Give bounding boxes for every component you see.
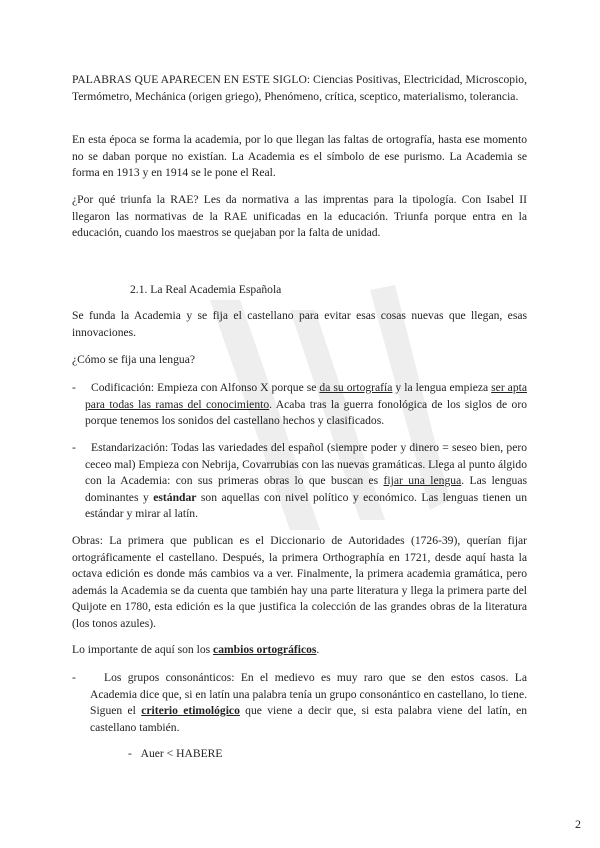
codificacion-text: Codificación: Empieza con Alfonso X porque se da su ortografía y la lengua empieza ser apta para todas las ramas del conocimiento. Acaba tras la guerra fonológica de los siglos de oro porque tenemos los sonidos del castellano hechos y clasificados. [85,381,527,428]
paragraph-academia [72,132,527,182]
bullet-estandarizacion-mark: - [72,441,76,454]
sub-bullet-mark: - [128,747,132,760]
sub-bullet-auer [128,746,428,763]
bullet-estandarizacion [85,440,527,523]
bullet-grupos [90,670,527,736]
section-heading [130,282,430,299]
sub-bullet-text: Auer < HABERE [140,747,223,760]
words-text: PALABRAS QUE APARECEN EN ESTE SIGLO: Ciencias Positivas, Electricidad, Microscopio, Termómetro, Mechánica (origen griego), Phenómeno, crítica, sceptico, materialismo, tolerancia. [72,73,527,103]
funda-text: Se funda la Academia y se fija el castellano para evitar esas cosas nuevas que llegan, esas innovaciones. [72,309,527,339]
paragraph-obras [72,533,527,633]
question-text: ¿Cómo se fija una lengua? [72,353,195,366]
bullet-codificacion [85,380,527,430]
obras-text: Obras: La primera que publican es el Diccionario de Autoridades (1726-39), querían fijar ortográficamente el castellano. Después, la primera Orthographía en 1721, desde aquí hasta la octava edición es donde más cambios va a ver. Finalmente, la primera academia gramática, pero además la Academia se da cuenta que también hay una parte literatura y llega la primera parte del Quijote en 1780, esta edición es la que justifica la colección de las grandes obras de la literatura (los tonos azules). [72,534,527,630]
paragraph-funda [72,308,527,341]
grupos-text: Los grupos consonánticos: En el medievo es muy raro que se den estos casos. La Academia dice que, si en latín una palabra tenía un grupo consonántico en castellano, lo tiene. Siguen el criterio etimológico que viene a decir que, si esta palabra viene del latín, en castellano también. [90,671,528,734]
importante-text: Lo importante de aquí son los cambios ortográficos. [72,643,320,656]
question-line [72,352,527,369]
bullet-grupos-mark: - [72,671,76,684]
estandarizacion-text: Estandarización: Todas las variedades del español (siempre poder y dinero = seseo bien, pero ceceo mal) Empieza con Nebrija, Covarrubias con las nuevas gramáticas. Llega al punto álgido con la Academia: con sus primeras obras lo que buscan es fijar una lengua. Las lenguas dominantes y estándar son aquellas con nivel político y económico. Las lenguas tienen un estándar y mirar al latín. [85,441,528,521]
academia-text: En esta época se forma la academia, por lo que llegan las faltas de ortografía, hasta ese momento no se daban porque no existían. La Academia es el símbolo de ese purismo. La Academia se forma en 1913 y en 1914 se le pone el Real. [72,133,527,180]
paragraph-rae [72,192,527,242]
paragraph-words [72,72,527,105]
heading-text: 2.1. La Real Academia Española [130,283,282,296]
bullet-codificacion-mark: - [72,381,76,394]
paragraph-importante [72,642,527,659]
rae-text: ¿Por qué triunfa la RAE? Les da normativa a las imprentas para la tipología. Con Isabel II llegaron las normativas de la RAE unificadas en la educación. Triunfa porque entra en la educación, cuando los maestros se quejaban por la falta de unidad. [72,193,527,240]
page-number: 2 [575,817,581,831]
